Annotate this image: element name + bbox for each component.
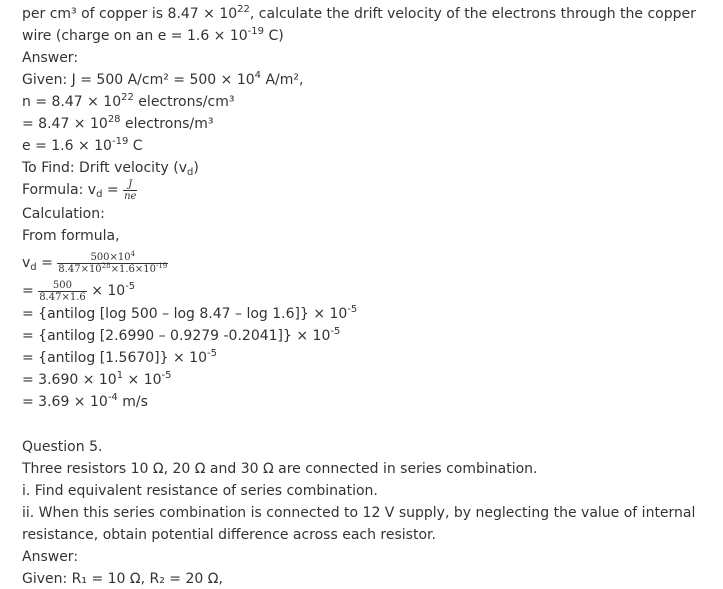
calc-step-1: = {antilog [log $500 - \log 8.47 - \log 1.6]\} \times 10^{-5}$	[22, 304, 358, 322]
question-part-ii: ii. When this series combination is connected to 12 V supply, by neglecting the value of internal resistance, obtain potential difference across each resistor.	[22, 505, 696, 543]
final-result: = $3.69 \times 10^{-4}$ m/s	[22, 392, 148, 410]
intro-line-2: wire (charge on an $e = 1.6 \times 10^{-19}$ C)	[22, 26, 284, 44]
question-text: Three resistors 10 Ω, 20 Ω and 30 Ω are connected in series combination.	[22, 461, 538, 477]
to-find-line: To Find: Drift velocity $(v_d)$	[22, 160, 199, 178]
calc-step-4: = $3.690 \times 10^1 \times 10^{-5}$	[22, 370, 172, 388]
step-fraction-line: = $\frac{500}{8.47\times 1.6}$ × $10^{-5}$	[22, 279, 136, 303]
formula-fraction: $\frac{J}{ne}$	[124, 178, 137, 202]
calc-step-3: = {antilog $[1.5670]\} \times 10^{-5}$	[22, 348, 217, 366]
question-title: Question 5.	[22, 439, 103, 455]
vd-equation: $v_d$ = $\frac{500\times 10^4}{8.47\times 10^{28}\times 1.6\times 10^{-19}}$	[22, 249, 168, 275]
answer-label-2: Answer:	[22, 549, 79, 565]
given-line-2: $n = 8.47 \times 10^{22}$ electrons/cm³	[22, 92, 235, 110]
given-line-4: $e = 1.6 \times 10^{-19}$ C	[22, 136, 143, 154]
given-line-1: Given: J = 500 $A/cm^2 = 500 \times 10^4$ A/m²,	[22, 70, 304, 88]
step-fraction: $\frac{500}{8.47\times 1.6}$	[39, 279, 86, 303]
calc-step-2: = {antilog [2.6990 – 0.9279 $-0.2041]\} \times 10^{-5}$	[22, 326, 341, 344]
intro-line-1: per cm³ of copper is $8.47 \times 10^{22}$, calculate the drift velocity of the electrons through the copper	[22, 4, 696, 22]
from-formula-label: From formula,	[22, 228, 120, 244]
question-part-i: i. Find equivalent resistance of series combination.	[22, 483, 378, 499]
formula-line: Formula: $v_d$ = $\frac{J}{ne}$	[22, 178, 137, 202]
given-line-q5: Given: R₁ = 10 Ω, R₂ = 20 Ω,	[22, 571, 223, 587]
calculation-label: Calculation:	[22, 206, 105, 222]
vd-fraction: $\frac{500\times 10^4}{8.47\times 10^{28}\times 1.6\times 10^{-19}}$	[58, 249, 168, 275]
answer-label: Answer:	[22, 50, 79, 66]
given-line-3: = $8.47 \times 10^{28}$ electrons/m³	[22, 114, 214, 132]
